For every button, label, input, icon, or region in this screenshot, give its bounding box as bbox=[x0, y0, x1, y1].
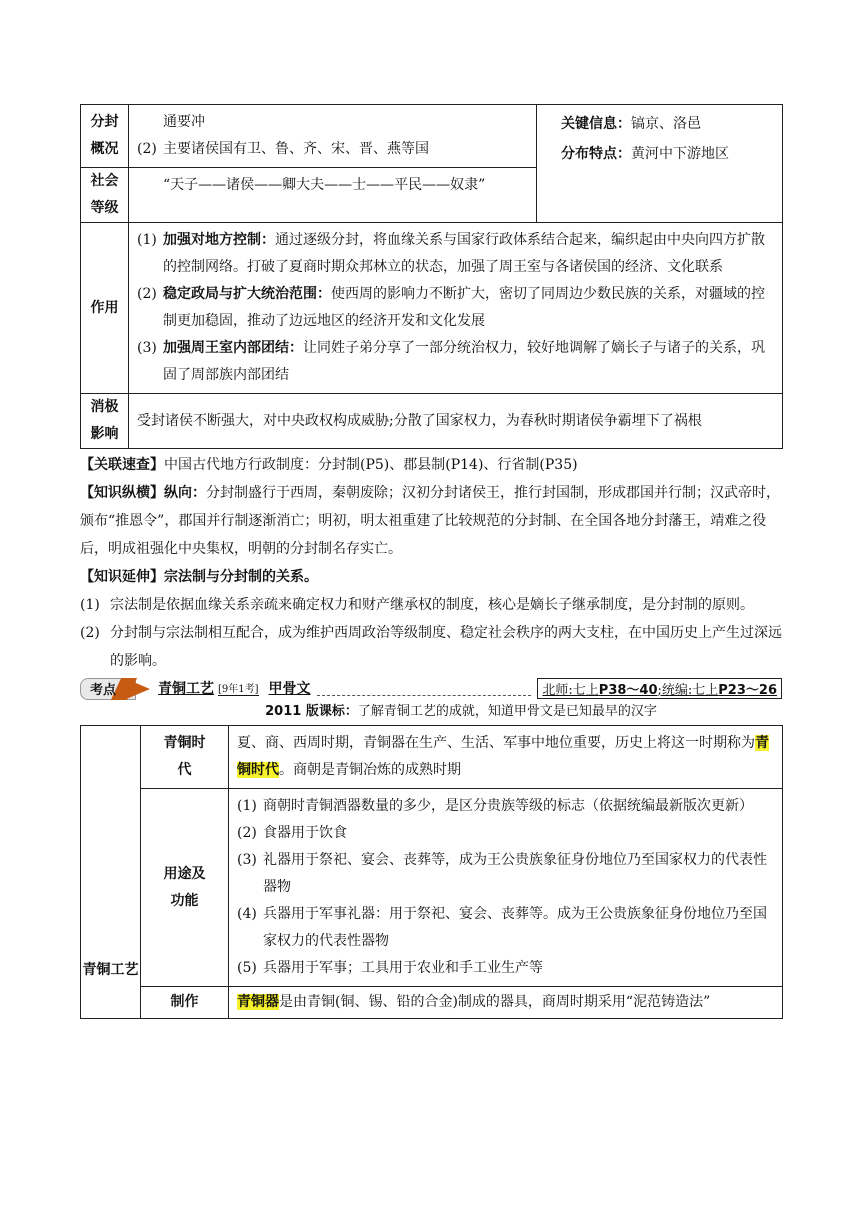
item-num: (2) bbox=[80, 625, 100, 641]
item-text: 通过逐级分封，将血缘关系与国家行政体系结合起来，编织起由中央向四方扩散的控制网络。打破了夏商时期众邦林立的状态，加强了周王室与各诸侯国的经济、文化联系 bbox=[163, 232, 765, 275]
shidai-content bbox=[229, 726, 783, 789]
item-text: 兵器用于军事礼器：用于祭祀、宴会、丧葬等。成为王公贵族象征身份地位乃至国家权力的代表性器物 bbox=[263, 906, 767, 949]
xiaoji-value: 受封诸侯不断强大，对中央政权构成威胁;分散了国家权力，为春秋时期诸侯争霸埋下了祸根 bbox=[129, 394, 783, 449]
yongtu-item bbox=[237, 793, 774, 820]
item-num: (1) bbox=[80, 597, 100, 613]
zuoyong-item bbox=[137, 335, 774, 389]
item-num: (5) bbox=[237, 960, 257, 976]
item-num: (4) bbox=[237, 906, 257, 922]
qingtong-table bbox=[80, 725, 783, 1019]
zhizuo-row bbox=[81, 987, 783, 1019]
zuoyong-item bbox=[137, 227, 774, 281]
fenfeng-content bbox=[129, 105, 537, 168]
kaodian-header bbox=[80, 677, 782, 699]
item-bold: 稳定政局与扩大统治范围： bbox=[163, 286, 331, 302]
item-text: 使西周的影响力不断扩大，密切了同周边少数民族的关系，对疆域的控制更加稳固，推动了边远地区的经济开发和文化发展 bbox=[163, 286, 765, 329]
yongtu-item bbox=[237, 847, 774, 901]
item-text: 礼器用于祭祀、宴会、丧葬等，成为王公贵族象征身份地位乃至国家权力的代表性器物 bbox=[263, 852, 767, 895]
ref-a: 北师:七上 bbox=[542, 682, 599, 698]
zuoyong-label: 作用 bbox=[81, 223, 129, 394]
zhizuo-content bbox=[229, 987, 783, 1019]
key-info-label: 关键信息： bbox=[561, 116, 631, 132]
kebiao-line bbox=[140, 699, 782, 725]
dist-info bbox=[561, 139, 774, 169]
ref-b: P38～40 bbox=[598, 682, 658, 698]
yongtu-item bbox=[237, 901, 774, 955]
shidai-label: 青铜时代 bbox=[141, 726, 229, 789]
fenfeng-row bbox=[81, 105, 783, 168]
kaodian-dash-line bbox=[317, 681, 532, 696]
zongheng-text: 分封制盛行于西周，秦朝废除；汉初分封诸侯王，推行封国制，形成郡国并行制；汉武帝时，颁布“推恩令”，郡国并行制逐渐消亡；明初，明太祖重建了比较规范的分封制、在全国各地分封藩王，靖难之役后，明成祖强化中央集权，明朝的分封制名存实亡。 bbox=[80, 485, 780, 557]
yongtu-row bbox=[81, 789, 783, 987]
kebiao-bold: 2011 版课标： bbox=[265, 704, 358, 719]
yongtu-content bbox=[229, 789, 783, 987]
dist-value: 黄河中下游地区 bbox=[631, 146, 729, 162]
yanshen-para bbox=[80, 563, 782, 591]
zuoyong-item bbox=[137, 281, 774, 335]
fenfeng-line2 bbox=[137, 136, 528, 163]
yongtu-label: 用途及功能 bbox=[141, 789, 229, 987]
item-text: 商朝时青铜酒器数量的多少，是区分贵族等级的标志（依据统编最新版次更新） bbox=[263, 798, 753, 814]
kaodian-ref bbox=[537, 678, 782, 699]
zuoyong-content bbox=[129, 223, 783, 394]
dist-label: 分布特点： bbox=[561, 146, 631, 162]
zhizuo-label: 制作 bbox=[141, 987, 229, 1019]
key-info-value: 镐京、洛邑 bbox=[631, 116, 701, 132]
yongtu-item bbox=[237, 955, 774, 982]
kaodian-tag bbox=[80, 678, 150, 698]
item-num: (2) bbox=[137, 286, 157, 302]
guanlian-text: 中国古代地方行政制度：分封制(P5)、郡县制(P14)、行省制(P35) bbox=[164, 457, 578, 473]
main-label: 青铜工艺 bbox=[81, 726, 141, 1019]
zhizuo-text: 是由青铜(铜、锡、铅的合金)制成的器具，商周时期采用“泥范铸造法” bbox=[279, 994, 711, 1010]
yanshen-item bbox=[80, 619, 782, 675]
page bbox=[80, 104, 782, 1019]
fenfeng-label: 分封概况 bbox=[81, 105, 129, 168]
kaodian-tag-text: 考点 bbox=[90, 683, 117, 698]
fenfeng-line1: 通要冲 bbox=[163, 114, 205, 130]
fenfeng-table bbox=[80, 104, 783, 449]
item-text: 兵器用于军事；工具用于农业和手工业生产等 bbox=[263, 960, 543, 976]
zongheng-para bbox=[80, 479, 782, 563]
shidai-highlight: 青铜时代 bbox=[237, 735, 769, 778]
shidai-text-b: 。商朝是青铜冶炼的成熟时期 bbox=[279, 762, 461, 778]
key-info bbox=[561, 109, 774, 139]
item-text: 食器用于饮食 bbox=[263, 825, 347, 841]
item-num: (3) bbox=[137, 340, 157, 356]
kaodian-count: [9年1考] bbox=[218, 680, 259, 696]
guanlian-para bbox=[80, 451, 782, 479]
item-num: (2) bbox=[237, 825, 257, 841]
fenfeng-line2-num: (2) bbox=[137, 141, 157, 157]
xiaoji-label: 消极影响 bbox=[81, 394, 129, 449]
fenfeng-line2-text: 主要诸侯国有卫、鲁、齐、宋、晋、燕等国 bbox=[163, 141, 429, 157]
item-text: 分封制与宗法制相互配合，成为维护西周政治等级制度、稳定社会秩序的两大支柱，在中国历史上产生过深远的影响。 bbox=[110, 625, 782, 669]
shehui-label: 社会等级 bbox=[81, 168, 129, 223]
item-bold: 加强周王室内部团结： bbox=[163, 340, 303, 356]
kaodian-title2: 甲骨文 bbox=[268, 681, 311, 697]
ref-c: ;统编:七上 bbox=[657, 682, 719, 698]
yanshen-list bbox=[80, 591, 782, 675]
item-bold: 加强对地方控制： bbox=[163, 232, 275, 248]
xiaoji-row bbox=[81, 394, 783, 449]
yongtu-item bbox=[237, 820, 774, 847]
item-text: 让同姓子弟分享了一部分统治权力，较好地调解了嫡长子与诸子的关系，巩固了周部族内部团结 bbox=[163, 340, 765, 383]
item-num: (1) bbox=[137, 232, 157, 248]
zongheng-head: 【知识纵横】纵向： bbox=[80, 485, 206, 501]
ref-d: P23～26 bbox=[718, 682, 777, 698]
shidai-text-a: 夏、商、西周时期，青铜器在生产、生活、军事中地位重要，历史上将这一时期称为 bbox=[237, 735, 755, 751]
yanshen-item bbox=[80, 591, 782, 619]
item-text: 宗法制是依据血缘关系亲疏来确定权力和财产继承权的制度，核心是嫡长子继承制度，是分封制的原则。 bbox=[110, 597, 754, 613]
shidai-row bbox=[81, 726, 783, 789]
key-info-cell bbox=[537, 105, 783, 223]
kebiao-text: 了解青铜工艺的成就，知道甲骨文是已知最早的汉字 bbox=[357, 704, 657, 719]
shehui-value: “天子——诸侯——卿大夫——士——平民——奴隶” bbox=[129, 168, 537, 223]
yanshen-head: 【知识延伸】宗法制与分封制的关系。 bbox=[80, 569, 318, 585]
item-num: (1) bbox=[237, 798, 257, 814]
guanlian-head: 【关联速查】 bbox=[80, 457, 164, 473]
item-num: (3) bbox=[237, 852, 257, 868]
zuoyong-row bbox=[81, 223, 783, 394]
zhizuo-highlight: 青铜器 bbox=[237, 994, 279, 1010]
kaodian-title: 青铜工艺 bbox=[158, 681, 214, 697]
